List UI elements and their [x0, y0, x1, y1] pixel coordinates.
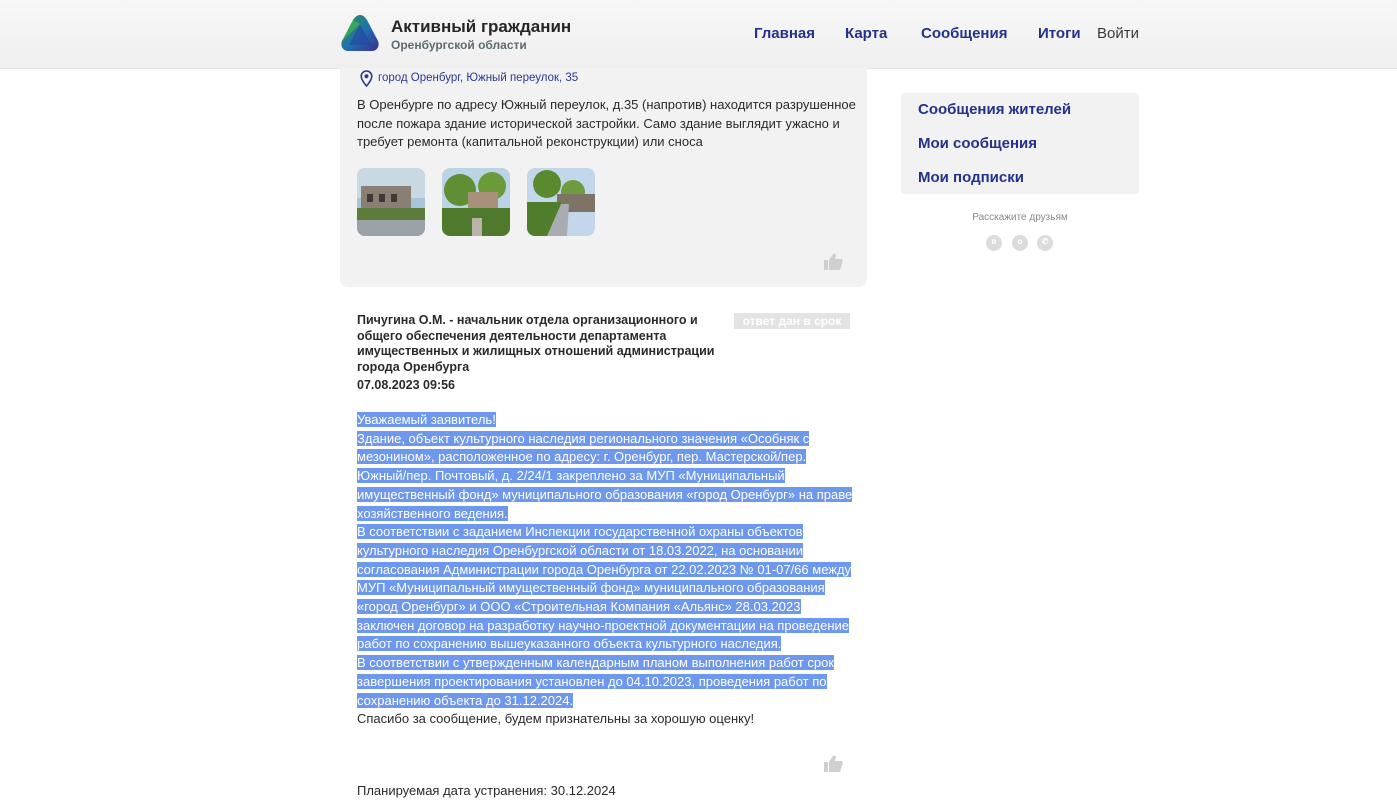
response-author: Пичугина О.М. - начальник отдела организационного и общего обеспечения деятельности департамента имущественных и жилищных отношений администрации города Оренбурга — [357, 313, 715, 374]
nav-home[interactable]: Главная — [754, 25, 816, 42]
message-photo-1[interactable] — [357, 168, 425, 236]
viber-icon[interactable]: ✆ — [1037, 235, 1053, 251]
brand-title[interactable]: Активный гражданин — [391, 17, 572, 36]
sidebar-item-my-messages[interactable]: Мои сообщения — [918, 135, 1038, 152]
status-badge: ответ дан в срок — [734, 313, 850, 329]
response-body — [357, 411, 857, 729]
message-text: В Оренбурге по адресу Южный переулок, д.35 (напротив) находится разрушенное после пожара здание исторической застройки. Само здание выглядит ужасно и требует ремонта (капитальной реконструкции) или сноса — [357, 97, 856, 150]
header — [0, 0, 1397, 69]
response-paragraph: Здание, объект культурного наследия регионального значения «Особняк с мезонином», расположенное по адресу: г. Оренбург, пер. Мастерской/пер. Южный/пер. Почтовый, д. 2/24/1 закреплено за МУП «Муниципальный имущественный фонд» муниципального образования «город Оренбург» на праве хозяйственного ведения. — [357, 430, 853, 521]
brand-subtitle: Оренбургской области — [391, 38, 527, 52]
ok-icon[interactable]: о — [1012, 235, 1028, 251]
response-paragraph: В соответствии с утвержденным календарным планом выполнения работ срок завершения проектирования установлен до 04.10.2023, проведения работ по сохранению объекта до 31.12.2024. — [357, 655, 834, 708]
location-pin-icon — [360, 70, 373, 87]
planned-date: Планируемая дата устранения: 30.12.2024 — [357, 783, 616, 798]
message-photo-2[interactable] — [442, 168, 510, 236]
share-label: Расскажите друзьям — [972, 212, 1068, 223]
like-icon[interactable] — [824, 253, 843, 270]
message-photo-3[interactable] — [527, 168, 595, 236]
sidebar-item-residents-messages[interactable]: Сообщения жителей — [918, 101, 1072, 118]
like-icon[interactable] — [824, 755, 843, 772]
logo-icon[interactable] — [340, 14, 380, 52]
sidebar-item-my-subscriptions[interactable]: Мои подписки — [918, 169, 1024, 186]
nav-results[interactable]: Итоги — [1038, 25, 1081, 42]
message-address[interactable]: город Оренбург, Южный переулок, 35 — [378, 72, 579, 84]
nav-messages[interactable]: Сообщения — [921, 25, 1008, 42]
nav-map[interactable]: Карта — [845, 25, 888, 42]
response-footer: Спасибо за сообщение, будем признательны за хорошую оценку! — [357, 711, 755, 727]
response-paragraph: Уважаемый заявитель! — [357, 412, 496, 427]
vk-icon[interactable]: в — [986, 235, 1002, 251]
response-paragraph: В соответствии с заданием Инспекции государственной охраны объектов культурного наследия Оренбургской области от 18.03.2022, на основании согласования Администрации города Оренбурга от 22.02.2023 № 01-07/66 между МУП «Муниципальный имущественный фонд» муниципального образования «город Оренбург» и ООО «Строительная Компания «Альянс» 28.03.2023 заключен договор на разработку научно-проектной документации на проведение работ по сохранению вышеуказанного объекта культурного наследия. — [357, 524, 852, 652]
login-link[interactable]: Войти — [1097, 25, 1139, 42]
response-date: 07.08.2023 09:56 — [357, 378, 456, 392]
